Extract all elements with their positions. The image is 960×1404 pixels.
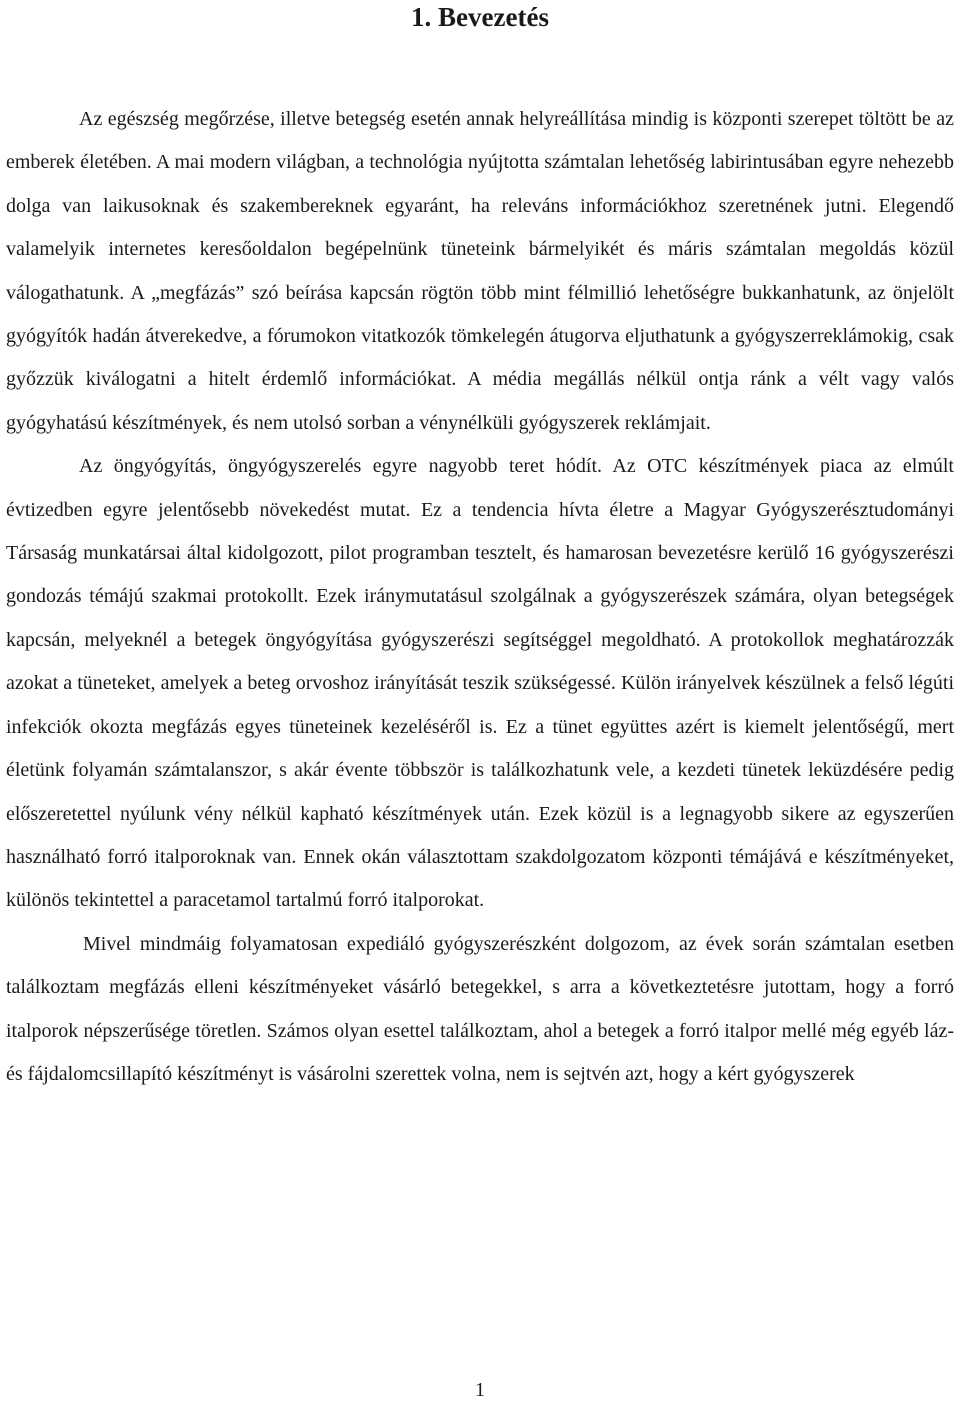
paragraph-self-medication: Az öngyógyítás, öngyógyszerelés egyre nagyobb teret hódít. Az OTC készítmények piaca az elmúlt évtizedben egyre jelentősebb növekedést mutat. Ez a tendencia hívta életre a Magyar Gyógyszerésztudományi Társaság munkatársai által kidolgozott, pilot programban tesztelt, és hamarosan bevezetésre kerülő 16 gyógyszerészi gondozás témájú szakmai protokollt. Ezek iránymutatásul szolgálnak a gyógyszerészek számára, olyan betegségek kapcsán, melyeknél a betegek öngyógyítása gyógyszerészi segítséggel megoldható. A protokollok meghatározzák azokat a tüneteket, amelyek a beteg orvoshoz irányítását teszik szükségessé. Külön irányelvek készülnek a felső légúti infekciók okozta megfázás egyes tüneteinek kezeléséről is. Ez a tünet együttes azért is kiemelt jelentőségű, mert életünk folyamán számtalanszor, s akár évente többször is találkozhatunk vele, a kezdeti tünetek leküzdésére pedig előszeretettel nyúlunk vény nélkül kapható készítmények után. Ezek közül is a legnagyobb sikere az egyszerűen használható forró italporoknak van. Ennek okán választottam szakdolgozatom központi témájává e készítményeket, különös tekintettel a paracetamol tartalmú forró italporokat. [6,455,954,912]
paragraph-personal-experience: Mivel mindmáig folyamatosan expediáló gyógyszerészként dolgozom, az évek során számtalan esetben találkoztam megfázás elleni készítményeket vásárló betegekkel, s arra a következtetésre jutottam, hogy a forró italporok népszerűsége töretlen. Számos olyan esettel találkoztam, ahol a betegek a forró italpor mellé még egyéb láz- és fájdalomcsillapító készítményt is vásárolni szerettek volna, nem is sejtvén azt, hogy a kért gyógyszerek [6,932,954,1085]
page-number: 1 [475,1379,485,1401]
section-heading: 1. Bevezetés [411,2,549,32]
paragraph-introduction: Az egészség megőrzése, illetve betegség esetén annak helyreállítása mindig is központi szerepet töltött be az emberek életében. A mai modern világban, a technológia nyújtotta számtalan lehetőség labirintusában egyre nehezebb dolga van laikusoknak és szakembereknek egyaránt, ha releváns információkhoz szeretnének jutni. Elegendő valamelyik internetes keresőoldalon begépelnünk tüneteink bármelyikét és máris számtalan megoldás közül válogathatunk. A „megfázás” szó beírása kapcsán rögtön több mint félmillió lehetőségre bukkanhatunk, az önjelölt gyógyítók hadán átverekedve, a fórumokon vitatkozók tömkelegén átugorva eljuthatunk a gyógyszerreklámokig, csak győzzük kiválogatni a hitelt érdemlő információkat. A média megállás nélkül ontja ránk a vélt vagy valós gyógyhatású készítmények, és nem utolsó sorban a vénynélküli gyógyszerek reklámjait. [6,108,954,434]
body-text [6,98,954,1096]
